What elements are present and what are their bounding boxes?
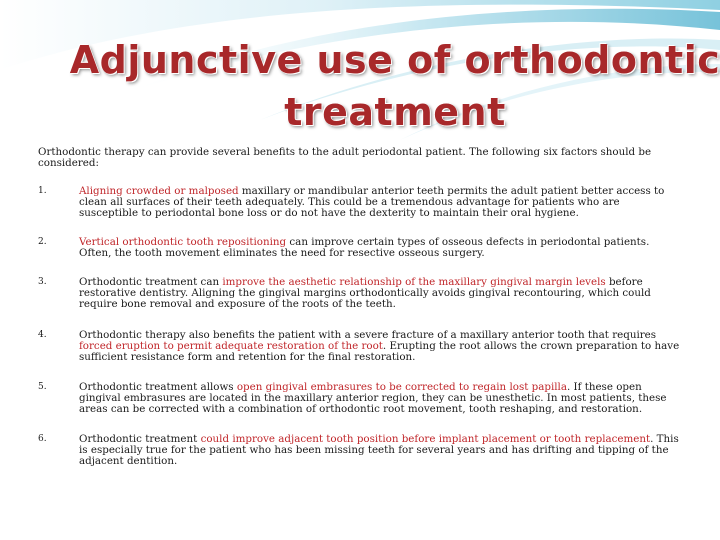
list-item-highlight: forced eruption to permit adequate restoration of the root xyxy=(79,340,383,353)
slide-title xyxy=(60,34,720,138)
list-item-text-pre: Orthodontic therapy also benefits the patient with a severe fracture of a maxillary anterior tooth that requires xyxy=(79,329,657,341)
list-item-text xyxy=(79,382,681,416)
list-item-highlight: Vertical orthodontic tooth repositioning xyxy=(79,236,287,248)
list-item-text-pre: Orthodontic treatment allows xyxy=(79,381,237,393)
list-item-text xyxy=(79,434,681,468)
list-item-text-pre: Orthodontic treatment xyxy=(79,433,201,445)
slide-title-line-2: treatment xyxy=(284,90,506,134)
list-item-text-post: . Erupting the root allows the crown preparation to have sufficient resistance form and retention for the final restoration. xyxy=(79,340,680,364)
list-item-number: 5. xyxy=(38,382,47,392)
list-item-number: 4. xyxy=(38,330,47,340)
list-item-text-post: before restorative dentistry. Aligning the gingival margins orthodontically avoids gingival recontouring, which could require bone removal and exposure of the roots of the teeth. xyxy=(79,276,651,311)
list-item-text xyxy=(79,277,681,311)
list-item-number: 1. xyxy=(38,186,47,196)
list-item-text-post: can improve certain types of osseous defects in periodontal patients. Often, the tooth movement eliminates the need for resective osseous surgery. xyxy=(79,236,650,260)
list-item-number: 3. xyxy=(38,277,47,287)
list-item-text xyxy=(79,330,681,364)
list-item-text-post: maxillary or mandibular anterior teeth permits the adult patient better access to clean all surfaces of their teeth adequately. This could be a tremendous advantage for patients who are susceptible to periodontal bone loss or do not have the dexterity to maintain their oral hygiene. xyxy=(79,185,665,220)
list-item-highlight: improve the aesthetic relationship of the maxillary gingival margin levels xyxy=(222,276,606,288)
list-item-highlight: Aligning crowded or malposed xyxy=(79,185,239,197)
list-item-text xyxy=(79,186,681,220)
list-item-text-post: . If these open gingival embrasures are located in the maxillary anterior region, they can be unesthetic. In most patients, these areas can be corrected with a combination of orthodontic root movement, tooth reshaping, and restoration. xyxy=(79,381,667,416)
list-item-text-post: . This is especially true for the patient who has been missing teeth for several years and has drifting and tipping of the adjacent dentition. xyxy=(79,433,679,468)
list-item-highlight: open gingival embrasures to be corrected to regain lost papilla xyxy=(236,381,567,393)
list-item-highlight: could improve adjacent tooth position before implant placement or tooth replacement xyxy=(200,433,651,445)
list-item-number: 6. xyxy=(38,434,47,444)
list-item-number: 2. xyxy=(38,237,47,247)
intro-paragraph: Orthodontic therapy can provide several benefits to the adult periodontal patient. The following six factors should be considered: xyxy=(38,146,652,170)
list-item-text xyxy=(79,237,681,259)
slide-title-line-1: Adjunctive use of orthodontic xyxy=(69,38,720,82)
list-item-text-pre: Orthodontic treatment can xyxy=(79,276,223,288)
